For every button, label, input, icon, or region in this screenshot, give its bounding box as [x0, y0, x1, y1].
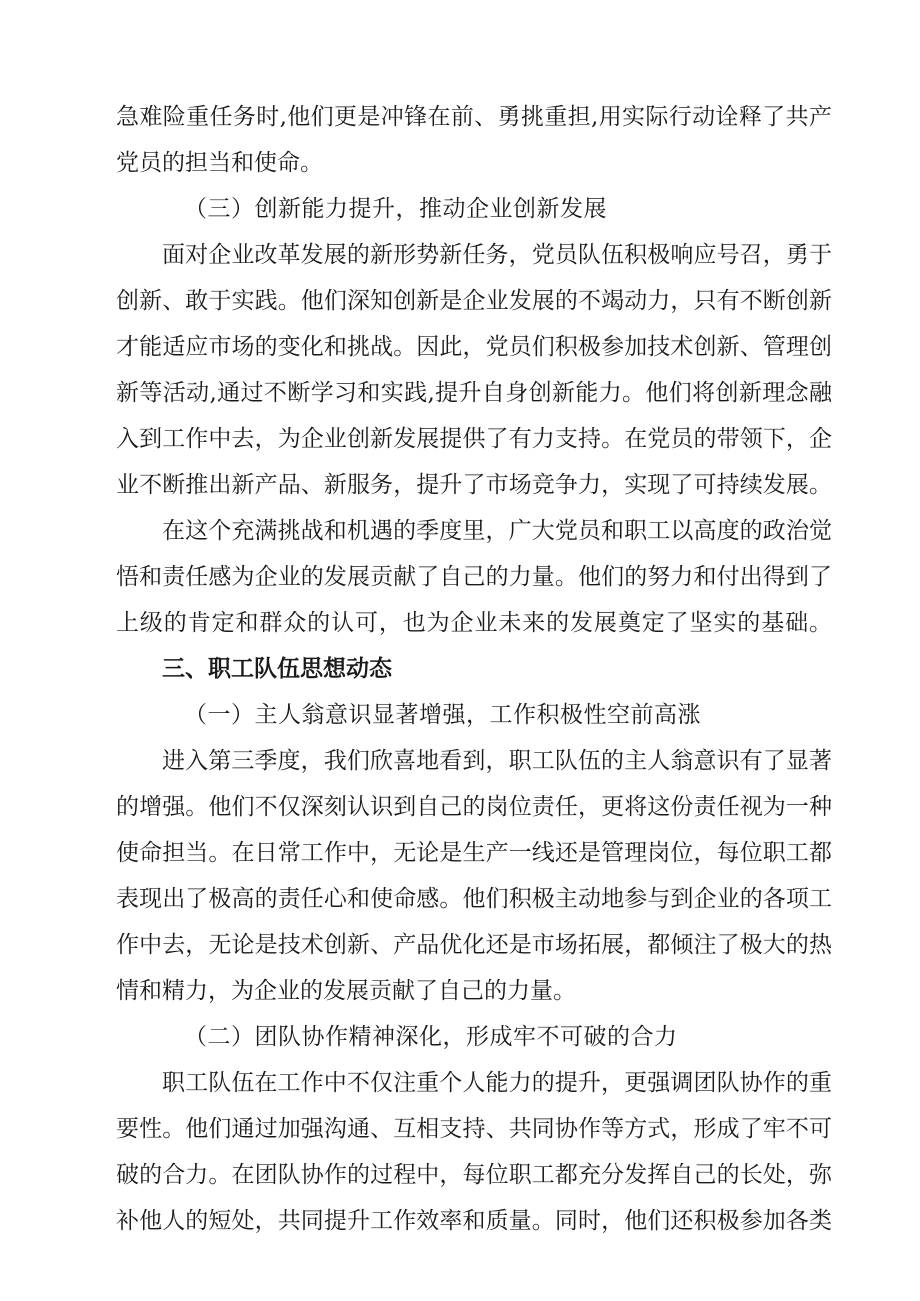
document-body: [116, 94, 832, 1244]
subheading-3: （三）创新能力提升，推动企业创新发展: [184, 196, 607, 222]
body-line: 情和精力，为企业的发展贡献了自己的力量。: [116, 978, 576, 1004]
section-heading: 三、职工队伍思想动态: [162, 656, 392, 682]
body-line: 新等活动,通过不断学习和实践,提升自身创新能力。他们将创新理念融: [116, 380, 832, 406]
body-line: 党员的担当和使命。: [116, 150, 323, 176]
body-line: 的增强。他们不仅深刻认识到自己的岗位责任，更将这份责任视为一种: [116, 794, 832, 820]
body-line: 补他人的短处，共同提升工作效率和质量。同时，他们还积极参加各类: [116, 1208, 832, 1234]
body-line: 悟和责任感为企业的发展贡献了自己的力量。他们的努力和付出得到了: [116, 564, 832, 590]
body-line: 使命担当。在日常工作中，无论是生产一线还是管理岗位，每位职工都: [116, 840, 832, 866]
body-line: 在这个充满挑战和机遇的季度里，广大党员和职工以高度的政治觉: [162, 518, 832, 544]
body-line: 要性。他们通过加强沟通、互相支持、共同协作等方式，形成了牢不可: [116, 1116, 832, 1142]
body-line: 入到工作中去，为企业创新发展提供了有力支持。在党员的带领下，企: [116, 426, 832, 452]
body-line: 破的合力。在团队协作的过程中，每位职工都充分发挥自己的长处，弥: [116, 1162, 832, 1188]
body-line: 表现出了极高的责任心和使命感。他们积极主动地参与到企业的各项工: [116, 886, 832, 912]
subheading-1: （一）主人翁意识显著增强，工作积极性空前高涨: [184, 702, 701, 728]
body-line: 急难险重任务时,他们更是冲锋在前、勇挑重担,用实际行动诠释了共产: [116, 104, 832, 130]
body-line: 进入第三季度，我们欣喜地看到，职工队伍的主人翁意识有了显著: [162, 748, 832, 774]
body-line: 上级的肯定和群众的认可，也为企业未来的发展奠定了坚实的基础。: [116, 610, 832, 636]
body-line: 创新、敢于实践。他们深知创新是企业发展的不竭动力，只有不断创新: [116, 288, 832, 314]
body-line: 职工队伍在工作中不仅注重个人能力的提升，更强调团队协作的重: [162, 1070, 832, 1096]
body-line: 业不断推出新产品、新服务，提升了市场竞争力，实现了可持续发展。: [116, 472, 832, 498]
subheading-2: （二）团队协作精神深化，形成牢不可破的合力: [184, 1024, 678, 1050]
body-line: 面对企业改革发展的新形势新任务，党员队伍积极响应号召，勇于: [162, 242, 832, 268]
body-line: 作中去，无论是技术创新、产品优化还是市场拓展，都倾注了极大的热: [116, 932, 832, 958]
body-line: 才能适应市场的变化和挑战。因此，党员们积极参加技术创新、管理创: [116, 334, 832, 360]
